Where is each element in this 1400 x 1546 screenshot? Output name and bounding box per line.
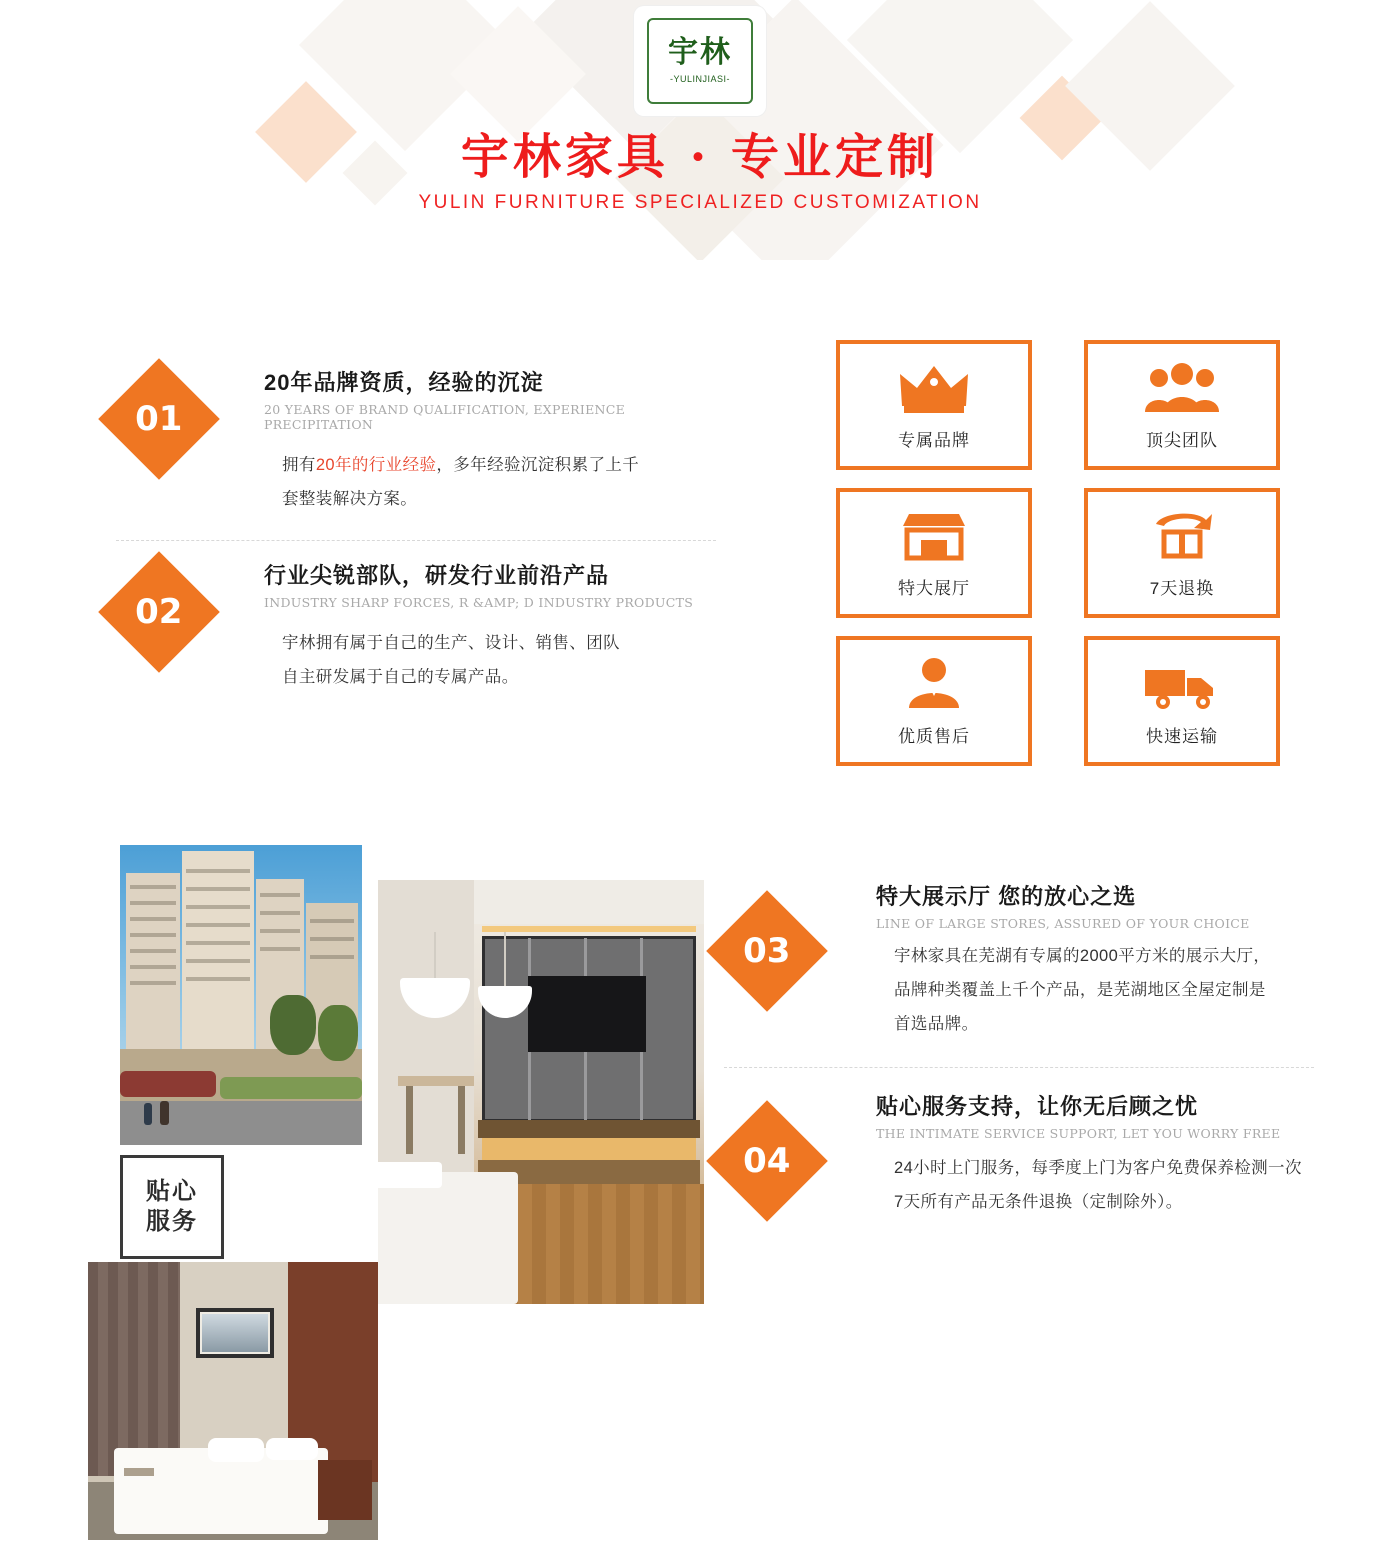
feature-card-showroom	[836, 488, 1032, 618]
advantage-01-text-pre: 拥有	[282, 456, 316, 474]
advantage-04-subtitle: THE INTIMATE SERVICE SUPPORT, LET YOU WORRY FREE	[876, 1126, 1281, 1141]
feature-card-aftersales-label: 优质售后	[898, 726, 970, 746]
number-badge-03-label: 03	[743, 930, 791, 971]
advantage-02-text-line1: 宇林拥有属于自己的生产、设计、销售、团队	[282, 634, 620, 652]
number-badge-02-label: 02	[135, 591, 183, 632]
advantage-01-text-line2: 套整装解决方案。	[282, 490, 418, 508]
company-logo	[634, 6, 766, 116]
feature-card-showroom-label: 特大展厅	[898, 578, 970, 598]
feature-card-return	[1084, 488, 1280, 618]
feature-card-team-label: 顶尖团队	[1146, 430, 1218, 450]
advantage-01-text-post: ，多年经验沉淀积累了上千	[436, 456, 640, 474]
number-badge-04-label: 04	[743, 1140, 791, 1181]
advantage-04-text	[894, 1151, 1344, 1219]
advantage-03-text-line3: 首选品牌。	[894, 1015, 979, 1033]
number-badge-03	[706, 890, 828, 1012]
advantage-block-04	[724, 1090, 1344, 1240]
feature-card-brand	[836, 340, 1032, 470]
truck-icon	[1143, 656, 1221, 710]
page-subtitle: YULIN FURNITURE SPECIALIZED CUSTOMIZATION	[418, 192, 982, 213]
feature-card-team	[1084, 340, 1280, 470]
advantage-block-02	[116, 559, 736, 709]
advantage-02-subtitle: INDUSTRY SHARP FORCES, R &AMP; D INDUSTRY PRODUCTS	[264, 595, 694, 610]
feature-card-return-label: 7天退换	[1149, 578, 1215, 598]
advantage-03-text-line2: 品牌种类覆盖上千个产品，是芜湖地区全屋定制是	[894, 981, 1266, 999]
photo-building	[120, 845, 362, 1145]
advantage-04-text-line2: 7天所有产品无条件退换（定制除外）。	[894, 1193, 1183, 1211]
advantage-01-subtitle: 20 YEARS OF BRAND QUALIFICATION, EXPERIENCE PRECIPITATION	[264, 402, 626, 432]
logo-chinese-text: 宇林	[668, 35, 732, 70]
service-badge	[120, 1155, 224, 1259]
feature-card-shipping-label: 快速运输	[1146, 726, 1218, 746]
number-badge-04	[706, 1100, 828, 1222]
advantage-03-text	[894, 939, 1344, 1041]
feature-card-shipping	[1084, 636, 1280, 766]
page-header	[0, 0, 1400, 260]
photo-bedroom	[88, 1262, 378, 1540]
return-icon	[1146, 508, 1218, 562]
advantage-divider-left	[116, 540, 716, 541]
advantage-03-title	[876, 880, 1344, 911]
advantage-03-subtitle: LINE OF LARGE STORES, ASSURED OF YOUR CHOICE	[876, 916, 1250, 931]
advantage-divider-right	[724, 1067, 1314, 1068]
advantages-right-column	[724, 880, 1344, 1240]
logo-english-text: -YULINJIASI-	[669, 74, 730, 84]
advantage-block-01	[116, 366, 736, 516]
advantage-04-text-line1: 24小时上门服务，每季度上门为客户免费保养检测一次	[894, 1159, 1302, 1177]
advantage-02-title: 行业尖锐部队，研发行业前沿产品	[264, 563, 610, 588]
advantage-02-text-line2: 自主研发属于自己的专属产品。	[282, 668, 519, 686]
service-badge-line1: 贴心	[146, 1178, 198, 1205]
number-badge-01	[98, 358, 220, 480]
advantage-01-text	[282, 448, 736, 516]
number-badge-02	[98, 551, 220, 673]
crown-icon	[898, 360, 970, 414]
advantage-01-highlight: 20年的行业经验	[315, 456, 437, 474]
advantage-02-text	[282, 626, 736, 694]
team-icon	[1143, 360, 1221, 414]
feature-card-brand-label: 专属品牌	[898, 430, 970, 450]
number-badge-01-label: 01	[135, 398, 183, 439]
advantage-03-title-main: 特大展示厅	[876, 884, 992, 909]
service-badge-line2: 服务	[146, 1208, 198, 1235]
photo-living-room	[378, 880, 704, 1304]
advantage-04-title: 贴心服务支持，让你无后顾之忧	[876, 1094, 1199, 1119]
feature-card-aftersales	[836, 636, 1032, 766]
staff-icon	[903, 656, 965, 710]
page-title: 宇林家具 · 专业定制	[460, 129, 940, 185]
feature-grid	[836, 340, 1280, 766]
advantage-03-title-sub: 您的放心之选	[998, 884, 1137, 909]
advantages-left-column	[116, 366, 736, 709]
advantage-01-title: 20年品牌资质，经验的沉淀	[264, 370, 544, 395]
advantage-03-text-line1: 宇林家具在芜湖有专属的2000平方米的展示大厅，	[894, 947, 1271, 965]
advantage-block-03	[724, 880, 1344, 1041]
store-icon	[899, 508, 969, 562]
